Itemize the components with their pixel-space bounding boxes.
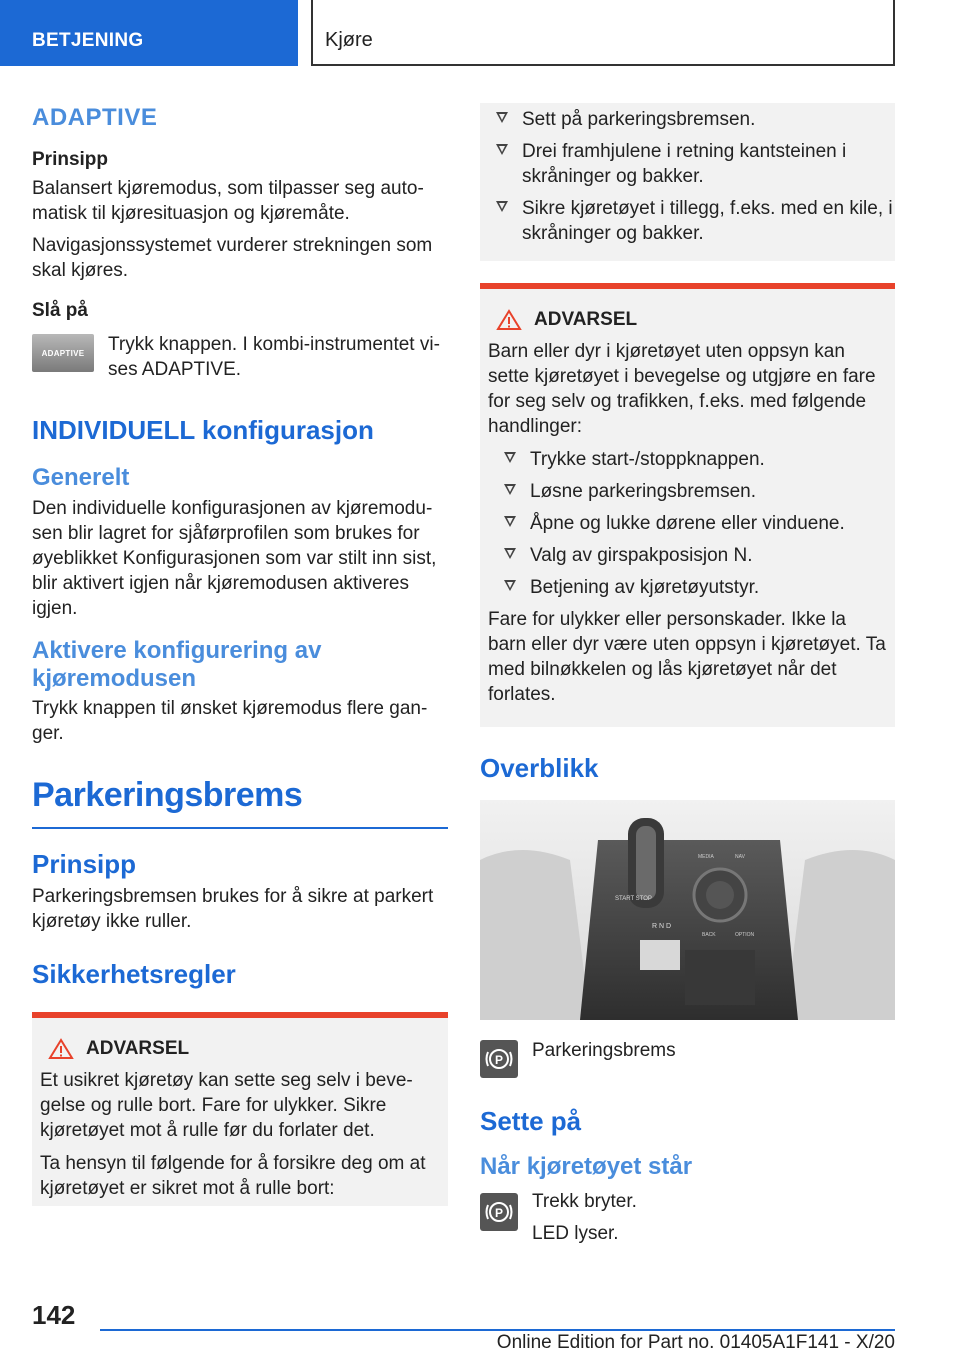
list-item-text: Åpne og lukke dørene eller vinduene.: [530, 513, 845, 534]
parkeringsbrems-caption: Parkeringsbrems: [532, 1040, 676, 1061]
generelt-text: Den individuelle konfigurasjonen av kjøremodusen blir lagret for sjåførprofilen som brukes for øyeblikket Konfigurasjonen som var stilt inn sist, blir aktivert igjen når kjøremodusen aktiveres igjen.: [32, 498, 437, 619]
led-text: LED lyser.: [532, 1223, 619, 1244]
prinsipp2-heading: Prinsipp: [32, 849, 137, 879]
photo-gear-label: R N D: [652, 923, 672, 930]
warning-header: [488, 309, 887, 331]
adaptive-heading: ADAPTIVE: [32, 104, 158, 131]
bullet-triangle-icon: [504, 580, 516, 591]
left-column: [32, 96, 448, 1206]
bullet-triangle-icon: [496, 201, 508, 212]
warning-list: [488, 447, 887, 600]
bullet-triangle-icon: [504, 516, 516, 527]
adaptive-instruction: [32, 332, 448, 382]
warning-triangle-icon: [496, 309, 522, 331]
photo-option-label: OPTION: [735, 932, 755, 938]
chapter-tab: [311, 0, 895, 66]
parking-brake-icon: [480, 1040, 518, 1078]
warning-header: [40, 1038, 440, 1060]
warning-outro: Fare for ulykker eller personskader. Ikke la barn eller dyr være uten oppsyn i kjøretøyet. Ta med bilnøkkelen og lås kjøretøyet når det forlates.: [488, 609, 886, 705]
bullet-triangle-icon: [496, 144, 508, 155]
list-item: [480, 196, 895, 246]
sikkerhet-heading: Sikkerhetsregler: [32, 959, 236, 989]
prinsipp-text: Balansert kjøremodus, som tilpasser seg automatisk til kjøresituasjon og kjøremåte.: [32, 178, 424, 224]
list-item-text: Valg av girspakposisjon N.: [530, 545, 753, 566]
parking-brake-caption-row: [480, 1040, 895, 1078]
nav-text: Navigasjonssystemet vurderer strekningen som skal kjøres.: [32, 235, 433, 281]
generelt-heading: Generelt: [32, 464, 130, 491]
right-column: [480, 103, 895, 1246]
warning-box-right: [480, 283, 895, 727]
list-item-text: Løsne parkeringsbremsen.: [530, 481, 756, 502]
bullet-triangle-icon: [504, 548, 516, 559]
photo-nav-label: NAV: [735, 854, 745, 860]
trekk-row: [480, 1189, 895, 1246]
heading-rule: [32, 827, 448, 829]
list-item-text: Sikre kjøretøyet i tillegg, f.eks. med en kile, i skråninger og bakker.: [522, 198, 893, 244]
nar-heading: Når kjøretøyet står: [480, 1153, 693, 1180]
bullet-triangle-icon: [504, 484, 516, 495]
list-item-text: Drei framhjulene i retning kantsteinen i skråninger og bakker.: [522, 141, 847, 187]
parking-brake-icon: [480, 1193, 518, 1231]
warning-triangle-icon: [48, 1038, 74, 1060]
list-item-text: Sett på parkeringsbremsen.: [522, 109, 756, 130]
warning-title: ADVARSEL: [534, 309, 638, 330]
overblikk-heading: Overblikk: [480, 753, 599, 783]
chapter-tab-label: Kjøre: [325, 29, 373, 51]
footer-rule: [100, 1329, 895, 1331]
sla-pa-text: Trykk knappen. I kombi-instrumentet vises ADAPTIVE.: [108, 334, 440, 380]
list-item: [488, 543, 887, 568]
svg-text:P: P: [495, 1053, 504, 1067]
steps-box: [480, 103, 895, 261]
individuell-heading: INDIVIDUELL konfigurasjon: [32, 415, 374, 445]
section-tab: [0, 0, 298, 66]
page-number: 142: [32, 1300, 76, 1330]
list-item: [488, 575, 887, 600]
warning-box-left: [32, 1012, 448, 1206]
list-item: [480, 107, 895, 132]
parkeringsbrems-heading: Parkeringsbrems: [32, 776, 303, 814]
svg-text:P: P: [495, 1206, 504, 1220]
sette-pa-heading: Sette på: [480, 1106, 582, 1136]
adaptive-button-label: ADAPTIVE: [41, 348, 85, 358]
adaptive-button-icon: [32, 334, 94, 372]
trekk-text: Trekk bryter.: [532, 1191, 637, 1212]
section-tab-label: BETJENING: [32, 30, 144, 51]
edition-text: Online Edition for Part no. 01405A1F141 - X/20: [496, 1332, 895, 1353]
warning-intro: Barn eller dyr i kjøretøyet uten oppsyn kan sette kjøretøyet i bevegelse og utgjøre en fare for seg selv og trafikken, f.eks. med følgende handlinger:: [488, 341, 876, 437]
prinsipp-label: Prinsipp: [32, 149, 109, 170]
steps-list: [480, 107, 895, 246]
warning-title: ADVARSEL: [86, 1038, 190, 1059]
warning-text1: Et usikret kjøretøy kan sette seg selv i bevegelse og rulle bort. Fare for ulykker. Sikre kjøretøyet mot å rulle før du forlater det.: [40, 1070, 413, 1141]
sla-pa-label: Slå på: [32, 300, 88, 321]
list-item-text: Trykke start-/stoppknappen.: [530, 449, 765, 470]
warning-text2: Ta hensyn til følgende for å forsikre deg om at kjøretøyet er sikret mot å rulle bort:: [40, 1153, 426, 1199]
photo-start-label: START STOP: [615, 896, 652, 902]
center-console-photo: [480, 800, 895, 1020]
list-item-text: Betjening av kjøretøyutstyr.: [530, 577, 760, 598]
list-item: [488, 479, 887, 504]
prinsipp2-text: Parkeringsbremsen brukes for å sikre at parkert kjøretøy ikke ruller.: [32, 886, 434, 932]
photo-back-label: BACK: [702, 932, 716, 938]
console-illustration: [480, 800, 895, 1020]
photo-media-label: MEDIA: [698, 854, 714, 860]
bullet-triangle-icon: [496, 112, 508, 123]
aktivere-heading: Aktivere konfigurering av kjøremodusen: [32, 637, 322, 692]
aktivere-text: Trykk knappen til ønsket kjøremodus flere ganger.: [32, 698, 428, 744]
list-item: [488, 447, 887, 472]
list-item: [480, 139, 895, 189]
bullet-triangle-icon: [504, 452, 516, 463]
list-item: [488, 511, 887, 536]
